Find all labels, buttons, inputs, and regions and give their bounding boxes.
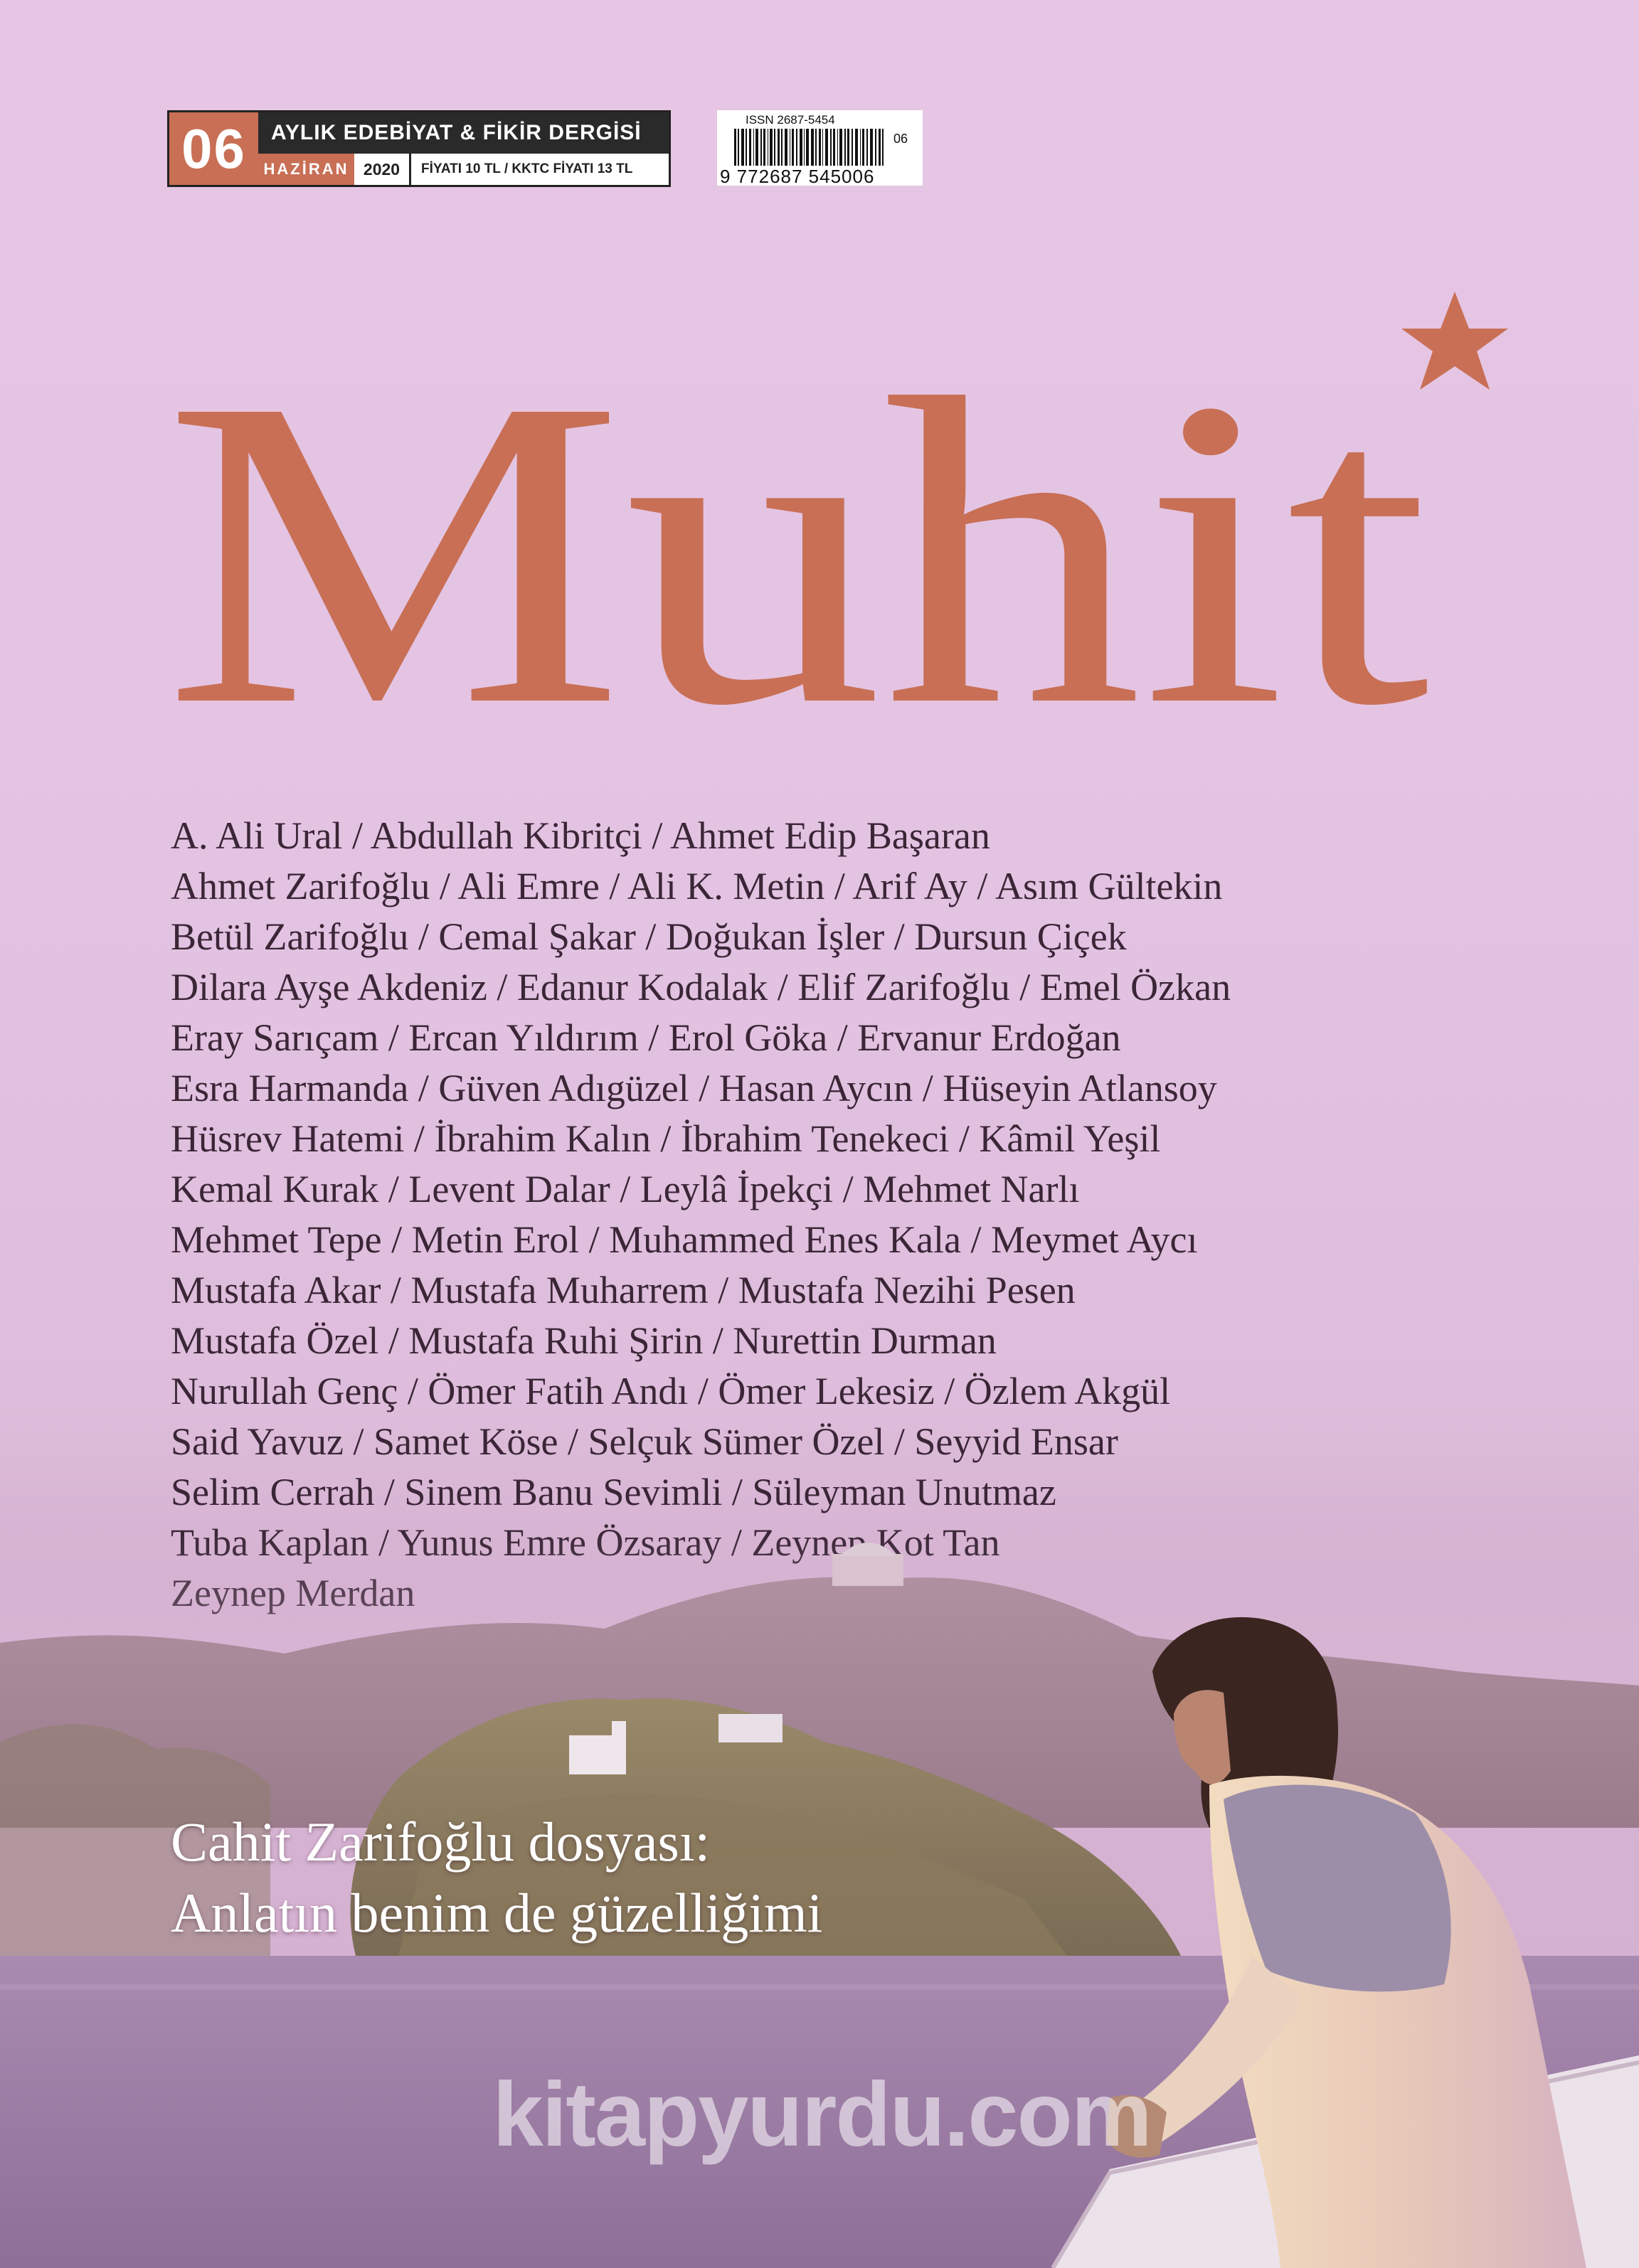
dossier-line-1: Cahit Zarifoğlu dosyası: — [171, 1811, 711, 1873]
contributors-list — [171, 811, 1522, 1619]
contributor-line: Ahmet Zarifoğlu / Ali Emre / Ali K. Metin / Arif Ay / Asım Gültekin — [171, 865, 1223, 907]
issue-year: 2020 — [354, 154, 411, 185]
masthead-logo — [164, 292, 1586, 733]
barcode — [717, 110, 923, 186]
contributor-line: Nurullah Genç / Ömer Fatih Andı / Ömer Lekesiz / Özlem Akgül — [171, 1370, 1171, 1412]
issue-month: HAZİRAN — [258, 154, 354, 185]
contributor-line: Selim Cerrah / Sinem Banu Sevimli / Süleyman Unutmaz — [171, 1471, 1056, 1513]
watermark: kitapyurdu.com — [492, 2064, 1151, 2166]
contributor-line: Mustafa Özel / Mustafa Ruhi Şirin / Nurettin Durman — [171, 1319, 997, 1362]
dossier-line-2: Anlatın benim de güzelliğimi — [171, 1882, 823, 1944]
dossier-title — [171, 1806, 822, 1949]
contributor-line: Esra Harmanda / Güven Adıgüzel / Hasan Aycın / Hüseyin Atlansoy — [171, 1067, 1217, 1109]
contributor-line: Hüsrev Hatemi / İbrahim Kalın / İbrahim Tenekeci / Kâmil Yeşil — [171, 1117, 1161, 1160]
masthead-title: Muhit — [164, 309, 1432, 733]
barcode-bars-icon — [734, 129, 884, 166]
contributor-line: Eray Sarıçam / Ercan Yıldırım / Erol Göka / Ervanur Erdoğan — [171, 1016, 1121, 1059]
barcode-number: 9 772687 545006 — [720, 166, 875, 187]
contributor-line: Betül Zarifoğlu / Cemal Şakar / Doğukan İşler / Dursun Çiçek — [171, 915, 1127, 958]
contributor-line: Kemal Kurak / Levent Dalar / Leylâ İpekçi / Mehmet Narlı — [171, 1168, 1080, 1210]
contributor-line: Mehmet Tepe / Metin Erol / Muhammed Enes Kala / Meymet Aycı — [171, 1218, 1198, 1261]
issue-price: FİYATI 10 TL / KKTC FİYATI 13 TL — [421, 161, 633, 176]
barcode-issue-code: 06 — [893, 132, 908, 146]
issue-number: 06 — [169, 112, 258, 185]
magazine-type: AYLIK EDEBİYAT & FİKİR DERGİSİ — [258, 112, 669, 154]
contributor-line: Dilara Ayşe Akdeniz / Edanur Kodalak / Elif Zarifoğlu / Emel Özkan — [171, 966, 1231, 1008]
contributor-line: Mustafa Akar / Mustafa Muharrem / Mustafa Nezihi Pesen — [171, 1269, 1076, 1311]
issn-label: ISSN 2687-5454 — [746, 113, 835, 127]
contributor-line: A. Ali Ural / Abdullah Kibritçi / Ahmet Edip Başaran — [171, 814, 990, 857]
contributor-line: Said Yavuz / Samet Köse / Selçuk Sümer Özel / Seyyid Ensar — [171, 1420, 1118, 1463]
issue-header — [167, 110, 671, 187]
